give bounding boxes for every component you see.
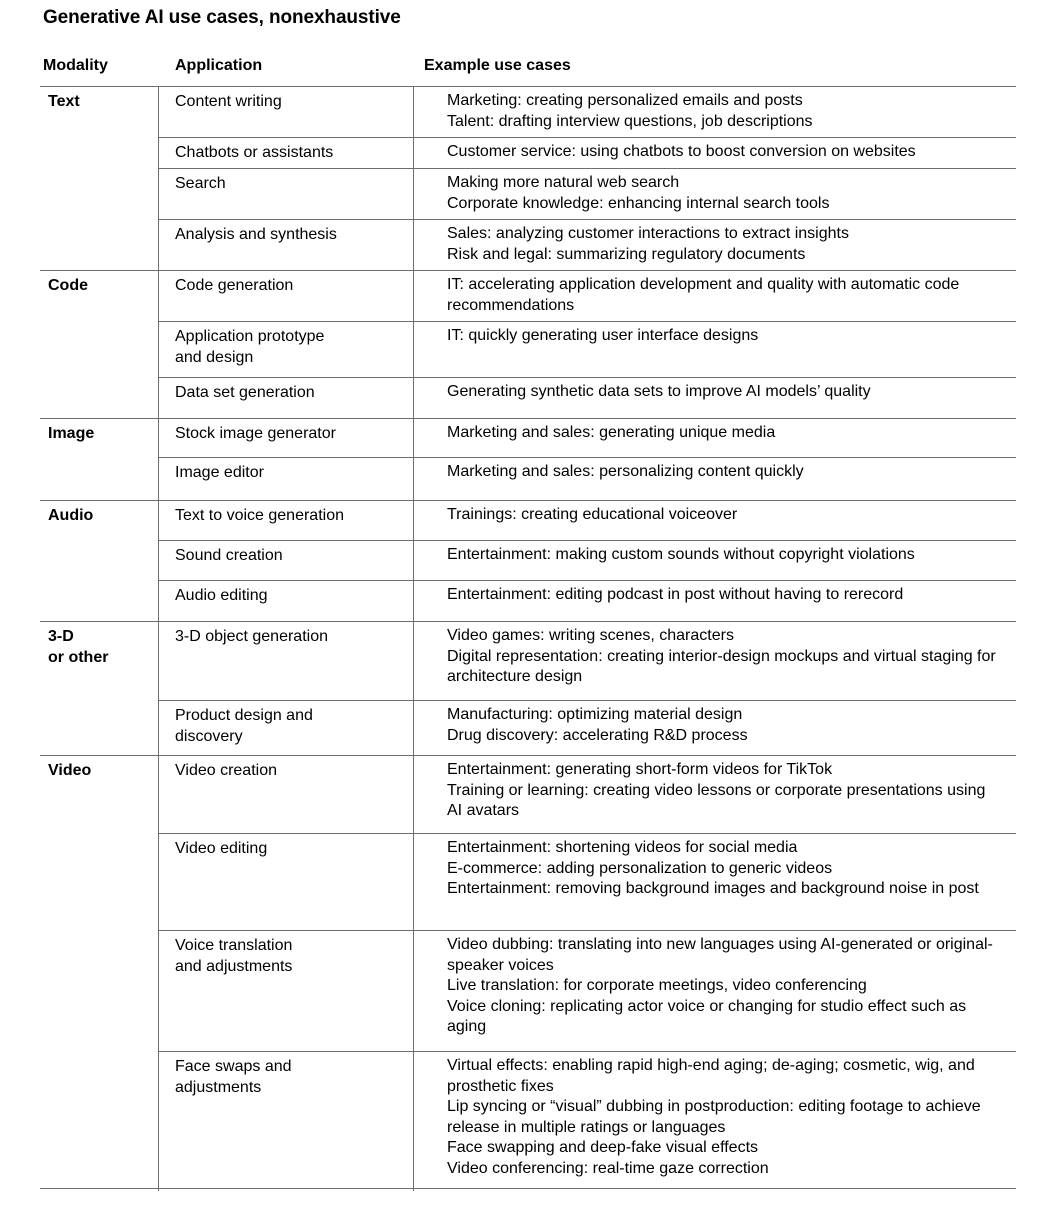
column-header-example-use-cases: Example use cases — [424, 57, 571, 74]
example-use-cases-cell — [414, 581, 1016, 621]
use-case-item: E-commerce: adding personalization to generic videos — [447, 859, 833, 877]
application-rows — [158, 87, 1016, 270]
modality-label: Code — [48, 277, 88, 294]
example-use-cases-cell — [414, 756, 1016, 833]
application-rows — [158, 756, 1016, 1191]
use-case-item: Customer service: using chatbots to boost conversion on websites — [447, 143, 916, 160]
application-cell: Voice translation and adjustments — [159, 931, 414, 1051]
application-cell: Video creation — [159, 756, 414, 833]
modality-label: Audio — [48, 507, 94, 524]
example-use-cases-cell — [414, 931, 1016, 1051]
use-case-table — [40, 86, 1016, 1191]
use-case-item: Digital representation: creating interior-design mockups and virtual staging for architecture design — [447, 647, 996, 686]
table-row — [159, 271, 1016, 321]
application-rows — [158, 501, 1016, 621]
application-cell: 3-D object generation — [159, 622, 414, 700]
table-row — [159, 419, 1016, 457]
use-case-item: Entertainment: making custom sounds without copyright violations — [447, 546, 915, 563]
use-case-item: Training or learning: creating video lessons or corporate presentations using AI avatars — [447, 781, 986, 820]
use-case-item: Making more natural web search — [447, 174, 680, 191]
modality-group — [40, 500, 1016, 621]
use-case-item: Virtual effects: enabling rapid high-end aging; de-aging; cosmetic, wig, and prosthetic fixes — [447, 1057, 975, 1095]
table-row — [159, 321, 1016, 377]
use-case-item: Voice cloning: replicating actor voice or changing for studio effect such as aging — [447, 997, 967, 1036]
use-case-item: Entertainment: removing background images and background noise in post — [447, 880, 979, 898]
use-case-item: Video games: writing scenes, characters — [447, 627, 734, 644]
use-case-item: Video conferencing: real-time gaze correction — [447, 1159, 769, 1177]
example-use-cases-cell — [414, 701, 1016, 755]
use-case-item: Sales: analyzing customer interactions to extract insights — [447, 225, 849, 242]
application-cell: Analysis and synthesis — [159, 220, 414, 270]
example-use-cases-cell — [414, 220, 1016, 270]
use-case-item: Trainings: creating educational voiceover — [447, 506, 738, 523]
use-case-item: Corporate knowledge: enhancing internal search tools — [447, 194, 830, 212]
application-cell: Video editing — [159, 834, 414, 930]
example-use-cases-cell — [414, 378, 1016, 418]
example-use-cases-cell — [414, 541, 1016, 580]
table-row — [159, 700, 1016, 755]
example-use-cases-cell — [414, 1052, 1016, 1191]
application-cell: Image editor — [159, 458, 414, 500]
use-case-item: Marketing: creating personalized emails and posts — [447, 92, 803, 109]
use-case-item: Entertainment: editing podcast in post without having to rerecord — [447, 586, 904, 603]
use-case-item: Face swapping and deep-fake visual effects — [447, 1139, 759, 1157]
table-row — [159, 580, 1016, 621]
application-cell: Text to voice generation — [159, 501, 414, 540]
example-use-cases-cell — [414, 458, 1016, 500]
table-row — [159, 168, 1016, 219]
application-rows — [158, 271, 1016, 418]
table-row — [159, 622, 1016, 700]
application-cell: Stock image generator — [159, 419, 414, 457]
use-case-item: Marketing and sales: generating unique media — [447, 424, 776, 441]
table-row — [159, 930, 1016, 1051]
modality-label: 3-D or other — [48, 628, 109, 666]
application-rows — [158, 419, 1016, 500]
modality-group — [40, 755, 1016, 1191]
application-cell: Face swaps and adjustments — [159, 1052, 414, 1191]
modality-group — [40, 270, 1016, 418]
application-cell: Search — [159, 169, 414, 219]
modality-label: Image — [48, 425, 95, 442]
application-cell: Product design and discovery — [159, 701, 414, 755]
example-use-cases-cell — [414, 138, 1016, 168]
table-row — [159, 501, 1016, 540]
use-case-item: Entertainment: shortening videos for social media — [447, 839, 798, 856]
table-row — [159, 1051, 1016, 1191]
table-row — [159, 377, 1016, 418]
application-cell: Data set generation — [159, 378, 414, 418]
example-use-cases-cell — [414, 322, 1016, 377]
example-use-cases-cell — [414, 622, 1016, 700]
use-case-item: Live translation: for corporate meetings, video conferencing — [447, 977, 867, 995]
table-row — [159, 457, 1016, 500]
table-row — [159, 219, 1016, 270]
page-title: Generative AI use cases, nonexhaustive — [43, 7, 401, 28]
use-case-item: Manufacturing: optimizing material design — [447, 706, 743, 723]
use-case-item: Lip syncing or “visual” dubbing in postproduction: editing footage to achieve release in multiple ratings or languages — [447, 1098, 981, 1136]
column-header-application: Application — [175, 57, 263, 74]
use-case-item: Risk and legal: summarizing regulatory documents — [447, 245, 806, 263]
table-bottom-rule — [40, 1188, 1016, 1189]
table-row — [159, 87, 1016, 137]
modality-group — [40, 418, 1016, 500]
application-cell: Content writing — [159, 87, 414, 137]
table-row — [159, 833, 1016, 930]
application-rows — [158, 622, 1016, 755]
table-row — [159, 540, 1016, 580]
use-case-item: Talent: drafting interview questions, job descriptions — [447, 112, 813, 130]
use-case-item: IT: quickly generating user interface designs — [447, 327, 759, 344]
use-case-item: Entertainment: generating short-form videos for TikTok — [447, 761, 833, 778]
modality-label: Video — [48, 762, 92, 779]
table-row — [159, 756, 1016, 833]
use-case-item: Video dubbing: translating into new languages using AI-generated or original-speaker voices — [447, 936, 993, 974]
modality-label: Text — [48, 93, 80, 110]
application-cell: Code generation — [159, 271, 414, 321]
use-case-item: IT: accelerating application development and quality with automatic code recommendations — [447, 276, 960, 314]
column-header-modality: Modality — [43, 57, 108, 74]
example-use-cases-cell — [414, 169, 1016, 219]
modality-group — [40, 86, 1016, 270]
application-cell: Chatbots or assistants — [159, 138, 414, 168]
table-row — [159, 137, 1016, 168]
example-use-cases-cell — [414, 419, 1016, 457]
use-case-item: Marketing and sales: personalizing content quickly — [447, 463, 804, 480]
use-case-item: Drug discovery: accelerating R&D process — [447, 726, 748, 744]
use-case-item: Generating synthetic data sets to improve AI models’ quality — [447, 383, 871, 400]
example-use-cases-cell — [414, 87, 1016, 137]
modality-group — [40, 621, 1016, 755]
application-cell: Application prototype and design — [159, 322, 414, 377]
example-use-cases-cell — [414, 271, 1016, 321]
example-use-cases-cell — [414, 501, 1016, 540]
application-cell: Sound creation — [159, 541, 414, 580]
application-cell: Audio editing — [159, 581, 414, 621]
example-use-cases-cell — [414, 834, 1016, 930]
